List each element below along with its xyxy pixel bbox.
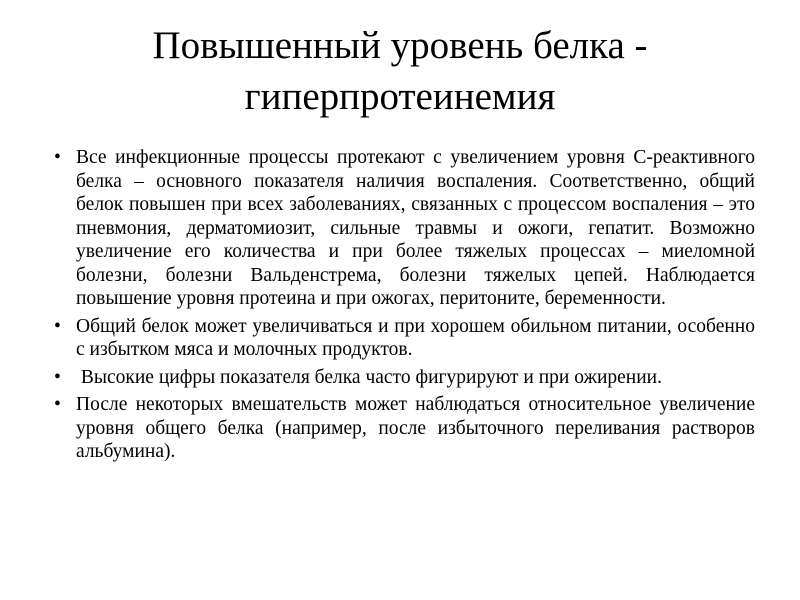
bullet-text: Все инфекционные процессы протекают с увеличением уровня С-реактивного белка – основного показателя наличия воспаления. Соответственно, общий белок повышен при всех заболеваниях, связанных с процессом воспаления – это пневмония, дерматомиозит, сильные травмы и ожоги, гепатит. Возможно увеличение его количества и при более тяжелых процессах – миеломной болезни, болезни Вальденстрема, болезни тяжелых цепей. Наблюдается повышение уровня протеина и при ожогах, перитоните, беременности. (76, 147, 755, 309)
bullet-text: Высокие цифры показателя белка часто фигурируют и при ожирении. (76, 366, 662, 388)
bullet-text: Общий белок может увеличиваться и при хорошем обильном питании, особенно с избытком мяса и молочных продуктов. (76, 315, 755, 360)
slide-title: Повышенный уровень белка - гиперпротеинемия (152, 24, 648, 118)
bullet-marker: • (54, 366, 61, 388)
bullet-marker: • (54, 394, 61, 415)
bullet-marker: • (54, 147, 61, 168)
bullet-item (50, 315, 755, 362)
bullet-list (50, 146, 755, 468)
bullet-item (50, 393, 755, 464)
bullet-item (50, 146, 755, 311)
bullet-text: После некоторых вмешательств может наблюдаться относительное увеличение уровня общего белка (например, после избыточного переливания растворов альбумина). (76, 394, 755, 462)
bullet-item (50, 366, 755, 390)
bullet-marker: • (54, 315, 61, 337)
